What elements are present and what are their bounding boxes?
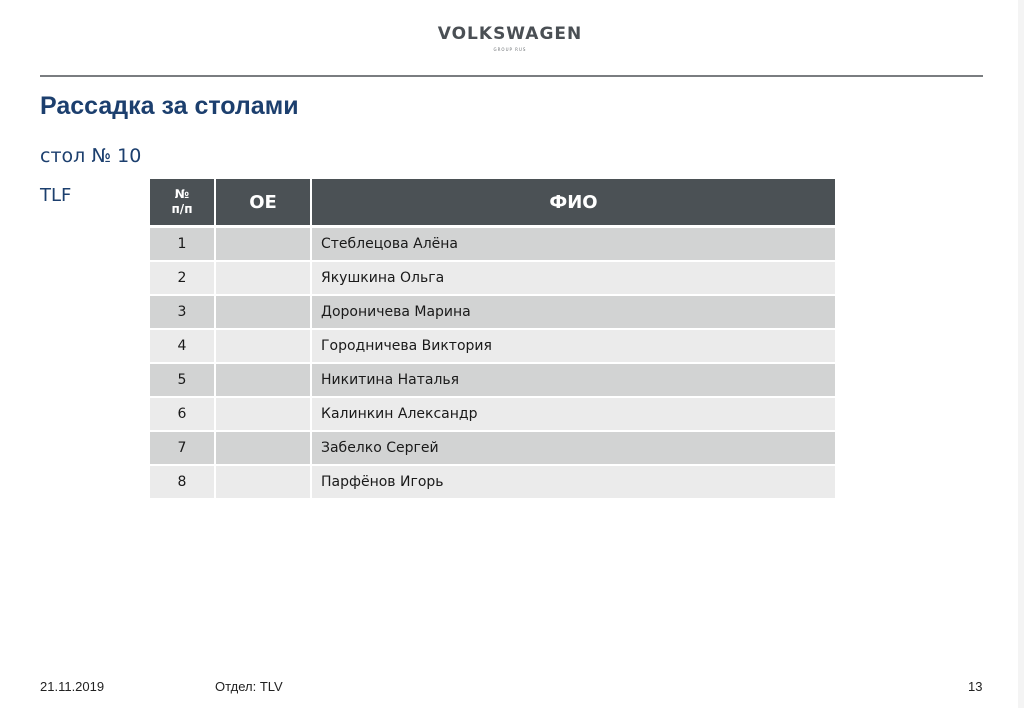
row-fio: Стеблецова Алёна	[312, 228, 835, 262]
number-abbrev: п/п	[171, 202, 193, 216]
slide-title: Рассадка за столами	[40, 92, 299, 120]
row-fio: Никитина Наталья	[312, 364, 835, 398]
table-row	[150, 432, 835, 466]
row-oe	[216, 364, 312, 398]
table-row	[150, 330, 835, 364]
row-oe	[216, 296, 312, 330]
footer-department: Отдел: TLV	[215, 679, 283, 694]
row-oe	[216, 432, 312, 466]
row-oe	[216, 228, 312, 262]
table-number: стол № 10	[40, 145, 142, 167]
table-row	[150, 262, 835, 296]
row-oe	[216, 330, 312, 364]
row-number: 7	[150, 432, 216, 466]
page-number: 13	[968, 679, 983, 694]
row-fio: Дороничева Марина	[312, 296, 835, 330]
row-number: 3	[150, 296, 216, 330]
logo-subtitle: GROUP RUS	[493, 47, 527, 52]
row-fio: Калинкин Александр	[312, 398, 835, 432]
row-oe	[216, 262, 312, 296]
row-fio: Городничева Виктория	[312, 330, 835, 364]
volkswagen-logo	[400, 24, 620, 52]
row-number: 5	[150, 364, 216, 398]
column-header-fio: ФИО	[312, 179, 835, 228]
row-number: 4	[150, 330, 216, 364]
row-oe	[216, 398, 312, 432]
group-label: TLF	[40, 185, 72, 206]
table-row	[150, 466, 835, 500]
footer-date: 21.11.2019	[40, 679, 105, 694]
row-fio: Парфёнов Игорь	[312, 466, 835, 500]
slide-edge	[1018, 0, 1024, 708]
row-fio: Забелко Сергей	[312, 432, 835, 466]
row-number: 1	[150, 228, 216, 262]
column-header-number	[150, 179, 216, 228]
row-fio: Якушкина Ольга	[312, 262, 835, 296]
table-row	[150, 364, 835, 398]
row-number: 2	[150, 262, 216, 296]
column-header-oe: ОЕ	[216, 179, 312, 228]
table-row	[150, 296, 835, 330]
logo-wordmark: VOLKSWAGEN	[437, 24, 583, 44]
row-oe	[216, 466, 312, 500]
number-sign: №	[174, 187, 190, 201]
seating-table	[150, 179, 835, 500]
row-number: 6	[150, 398, 216, 432]
table-row	[150, 228, 835, 262]
header-divider	[40, 75, 983, 77]
row-number: 8	[150, 466, 216, 500]
table-row	[150, 398, 835, 432]
table-header-row	[150, 179, 835, 228]
